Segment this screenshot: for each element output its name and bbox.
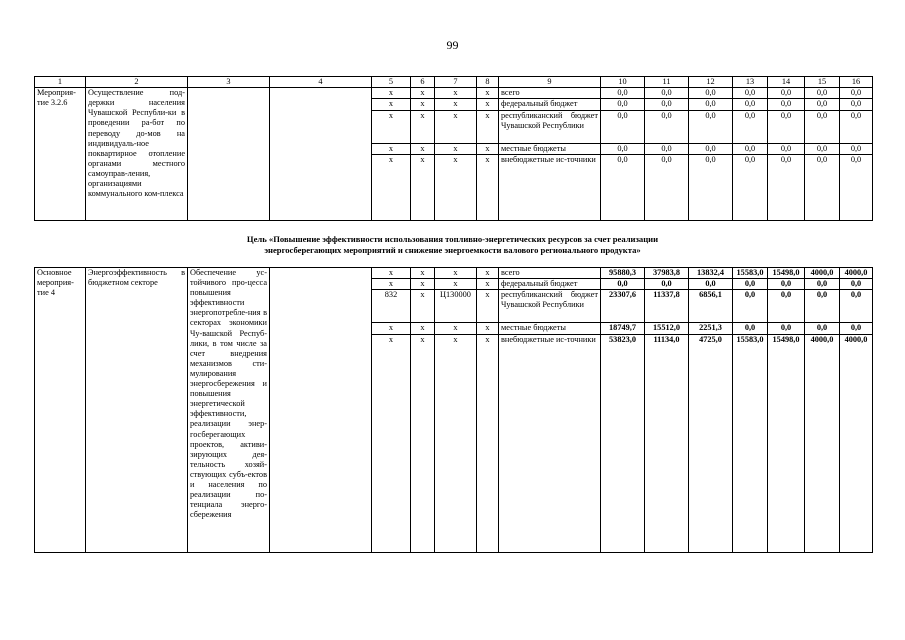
amount-cell: 0,0 xyxy=(768,154,805,220)
code-cell-c5: x xyxy=(372,268,411,279)
code-cell-c7: x xyxy=(435,88,477,99)
table-main-measure-4 xyxy=(34,267,873,553)
amount-cell: 0,0 xyxy=(805,154,840,220)
goal-line-1: Цель «Повышение эффективности использования топливно-энергетических ресурсов за счет реализации xyxy=(246,234,659,244)
amount-cell: 0,0 xyxy=(601,143,645,154)
amount-cell: 0,0 xyxy=(689,88,733,99)
code-cell-c8: x xyxy=(477,290,499,323)
code-cell-c5: x xyxy=(372,279,411,290)
amount-cell: 0,0 xyxy=(645,143,689,154)
funding-source-cell: всего xyxy=(499,88,601,99)
code-cell-c7: x xyxy=(435,279,477,290)
header-cell: 16 xyxy=(840,77,873,88)
amount-cell: 0,0 xyxy=(768,290,805,323)
funding-source-cell: федеральный бюджет xyxy=(499,99,601,110)
code-cell-c5: x xyxy=(372,323,411,334)
header-cell: 10 xyxy=(601,77,645,88)
amount-cell: 0,0 xyxy=(601,154,645,220)
code-cell-c7: x xyxy=(435,268,477,279)
amount-cell: 4000,0 xyxy=(840,268,873,279)
code-cell-c6: x xyxy=(411,88,435,99)
amount-cell: 0,0 xyxy=(733,154,768,220)
executor-cell xyxy=(270,268,372,553)
header-cell: 4 xyxy=(270,77,372,88)
header-cell: 11 xyxy=(645,77,689,88)
amount-cell: 11337,8 xyxy=(645,290,689,323)
code-cell-c5: x xyxy=(372,143,411,154)
amount-cell: 0,0 xyxy=(805,99,840,110)
amount-cell: 0,0 xyxy=(805,143,840,154)
amount-cell: 0,0 xyxy=(733,88,768,99)
header-cell: 14 xyxy=(768,77,805,88)
amount-cell: 0,0 xyxy=(805,110,840,143)
amount-cell: 0,0 xyxy=(601,110,645,143)
amount-cell: 18749,7 xyxy=(601,323,645,334)
measure-goal-cell: Обеспечение ус-тойчивого про-цесса повышения эффективности энергопотребле-ния в секторах экономики Чу-вашской Респуб-лики, в том числе за счет внедрения механизмов сти-мулирования энергосбережения и повышения энергетической эффективности, реализации энер-госберегающих проектов, активи-зирующих дея-тельность хозяй-ствующих субъ-ектов и населения по реализации по-тенциала энерго-сбережения xyxy=(188,268,270,553)
code-cell-c6: x xyxy=(411,323,435,334)
header-cell: 1 xyxy=(35,77,86,88)
amount-cell: 0,0 xyxy=(601,279,645,290)
funding-source-cell: местные бюджеты xyxy=(499,323,601,334)
goal-heading xyxy=(60,234,845,255)
table-measure-3-2-6 xyxy=(34,76,873,221)
amount-cell: 0,0 xyxy=(840,143,873,154)
amount-cell: 15583,0 xyxy=(733,268,768,279)
code-cell-c6: x xyxy=(411,268,435,279)
amount-cell: 53823,0 xyxy=(601,334,645,552)
code-cell-c8: x xyxy=(477,88,499,99)
header-cell: 13 xyxy=(733,77,768,88)
code-cell-c6: x xyxy=(411,110,435,143)
amount-cell: 0,0 xyxy=(840,99,873,110)
code-cell-c7: x xyxy=(435,334,477,552)
code-cell-c7: x xyxy=(435,154,477,220)
header-cell: 7 xyxy=(435,77,477,88)
header-cell: 6 xyxy=(411,77,435,88)
amount-cell: 95880,3 xyxy=(601,268,645,279)
funding-source-cell: местные бюджеты xyxy=(499,143,601,154)
amount-cell: 13832,4 xyxy=(689,268,733,279)
measure-name-cell: Энергоэффективность в бюджетном секторе xyxy=(86,268,188,553)
amount-cell: 11134,0 xyxy=(645,334,689,552)
code-cell-c7: Ц130000 xyxy=(435,290,477,323)
code-cell-c6: x xyxy=(411,143,435,154)
table-row xyxy=(35,88,873,99)
code-cell-c5: x xyxy=(372,88,411,99)
code-cell-c8: x xyxy=(477,323,499,334)
code-cell-c5: x xyxy=(372,99,411,110)
code-cell-c7: x xyxy=(435,99,477,110)
measure-goal-cell xyxy=(188,88,270,221)
amount-cell: 2251,3 xyxy=(689,323,733,334)
measure-name-cell: Осуществление под-держки населения Чувашской Республи-ки в проведении ра-бот по переводу до-мов на индивидуаль-ное поквартирное отопление органами местного самоуправ-ления, организациями коммунального ком-плекса xyxy=(86,88,188,221)
table-row xyxy=(35,268,873,279)
code-cell-c8: x xyxy=(477,279,499,290)
code-cell-c6: x xyxy=(411,154,435,220)
amount-cell: 0,0 xyxy=(645,154,689,220)
amount-cell: 15498,0 xyxy=(768,268,805,279)
amount-cell: 0,0 xyxy=(733,279,768,290)
amount-cell: 0,0 xyxy=(645,110,689,143)
amount-cell: 0,0 xyxy=(840,279,873,290)
amount-cell: 0,0 xyxy=(601,88,645,99)
header-cell: 2 xyxy=(86,77,188,88)
amount-cell: 0,0 xyxy=(645,279,689,290)
amount-cell: 15583,0 xyxy=(733,334,768,552)
amount-cell: 0,0 xyxy=(768,88,805,99)
page-number: 99 xyxy=(446,38,459,52)
amount-cell: 0,0 xyxy=(733,323,768,334)
code-cell-c8: x xyxy=(477,143,499,154)
amount-cell: 0,0 xyxy=(805,290,840,323)
funding-source-cell: республиканский бюджет Чувашской Республики xyxy=(499,290,601,323)
code-cell-c7: x xyxy=(435,323,477,334)
code-cell-c6: x xyxy=(411,334,435,552)
amount-cell: 0,0 xyxy=(840,110,873,143)
amount-cell: 0,0 xyxy=(768,323,805,334)
amount-cell: 0,0 xyxy=(805,88,840,99)
amount-cell: 15498,0 xyxy=(768,334,805,552)
amount-cell: 0,0 xyxy=(645,99,689,110)
code-cell-c6: x xyxy=(411,290,435,323)
code-cell-c8: x xyxy=(477,110,499,143)
code-cell-c8: x xyxy=(477,334,499,552)
amount-cell: 0,0 xyxy=(689,99,733,110)
goal-line-2: энергосберегающих мероприятий и снижение энергоемкости валового регионального продукта» xyxy=(264,244,641,255)
amount-cell: 37983,8 xyxy=(645,268,689,279)
code-cell-c8: x xyxy=(477,99,499,110)
code-cell-c5: x xyxy=(372,334,411,552)
code-cell-c6: x xyxy=(411,279,435,290)
amount-cell: 23307,6 xyxy=(601,290,645,323)
amount-cell: 0,0 xyxy=(601,99,645,110)
header-cell: 5 xyxy=(372,77,411,88)
header-cell: 9 xyxy=(499,77,601,88)
code-cell-c5: x xyxy=(372,110,411,143)
code-cell-c7: x xyxy=(435,110,477,143)
header-cell: 12 xyxy=(689,77,733,88)
amount-cell: 0,0 xyxy=(733,110,768,143)
amount-cell: 0,0 xyxy=(768,143,805,154)
amount-cell: 0,0 xyxy=(840,323,873,334)
amount-cell: 0,0 xyxy=(768,279,805,290)
amount-cell: 0,0 xyxy=(689,143,733,154)
header-cell: 15 xyxy=(805,77,840,88)
code-cell-c5: x xyxy=(372,154,411,220)
code-cell-c8: x xyxy=(477,268,499,279)
executor-cell xyxy=(270,88,372,221)
amount-cell: 15512,0 xyxy=(645,323,689,334)
amount-cell: 0,0 xyxy=(645,88,689,99)
amount-cell: 0,0 xyxy=(733,290,768,323)
header-cell: 8 xyxy=(477,77,499,88)
funding-source-cell: республиканский бюджет Чувашской Республики xyxy=(499,110,601,143)
amount-cell: 0,0 xyxy=(805,279,840,290)
amount-cell: 0,0 xyxy=(840,88,873,99)
amount-cell: 0,0 xyxy=(840,154,873,220)
amount-cell: 0,0 xyxy=(840,290,873,323)
funding-source-cell: внебюджетные ис-точники xyxy=(499,154,601,220)
amount-cell: 0,0 xyxy=(733,99,768,110)
amount-cell: 4725,0 xyxy=(689,334,733,552)
amount-cell: 0,0 xyxy=(805,323,840,334)
amount-cell: 4000,0 xyxy=(805,268,840,279)
amount-cell: 0,0 xyxy=(733,143,768,154)
amount-cell: 0,0 xyxy=(768,110,805,143)
amount-cell: 0,0 xyxy=(689,154,733,220)
code-cell-c5: 832 xyxy=(372,290,411,323)
amount-cell: 0,0 xyxy=(689,110,733,143)
code-cell-c7: x xyxy=(435,143,477,154)
amount-cell: 0,0 xyxy=(768,99,805,110)
header-cell: 3 xyxy=(188,77,270,88)
code-cell-c6: x xyxy=(411,99,435,110)
amount-cell: 6856,1 xyxy=(689,290,733,323)
amount-cell: 4000,0 xyxy=(805,334,840,552)
amount-cell: 4000,0 xyxy=(840,334,873,552)
funding-source-cell: всего xyxy=(499,268,601,279)
code-cell-c8: x xyxy=(477,154,499,220)
amount-cell: 0,0 xyxy=(689,279,733,290)
header-row xyxy=(35,77,873,88)
measure-number-cell: Основное мероприя-тие 4 xyxy=(35,268,86,553)
funding-source-cell: внебюджетные ис-точники xyxy=(499,334,601,552)
measure-number-cell: Мероприя-тие 3.2.6 xyxy=(35,88,86,221)
funding-source-cell: федеральный бюджет xyxy=(499,279,601,290)
